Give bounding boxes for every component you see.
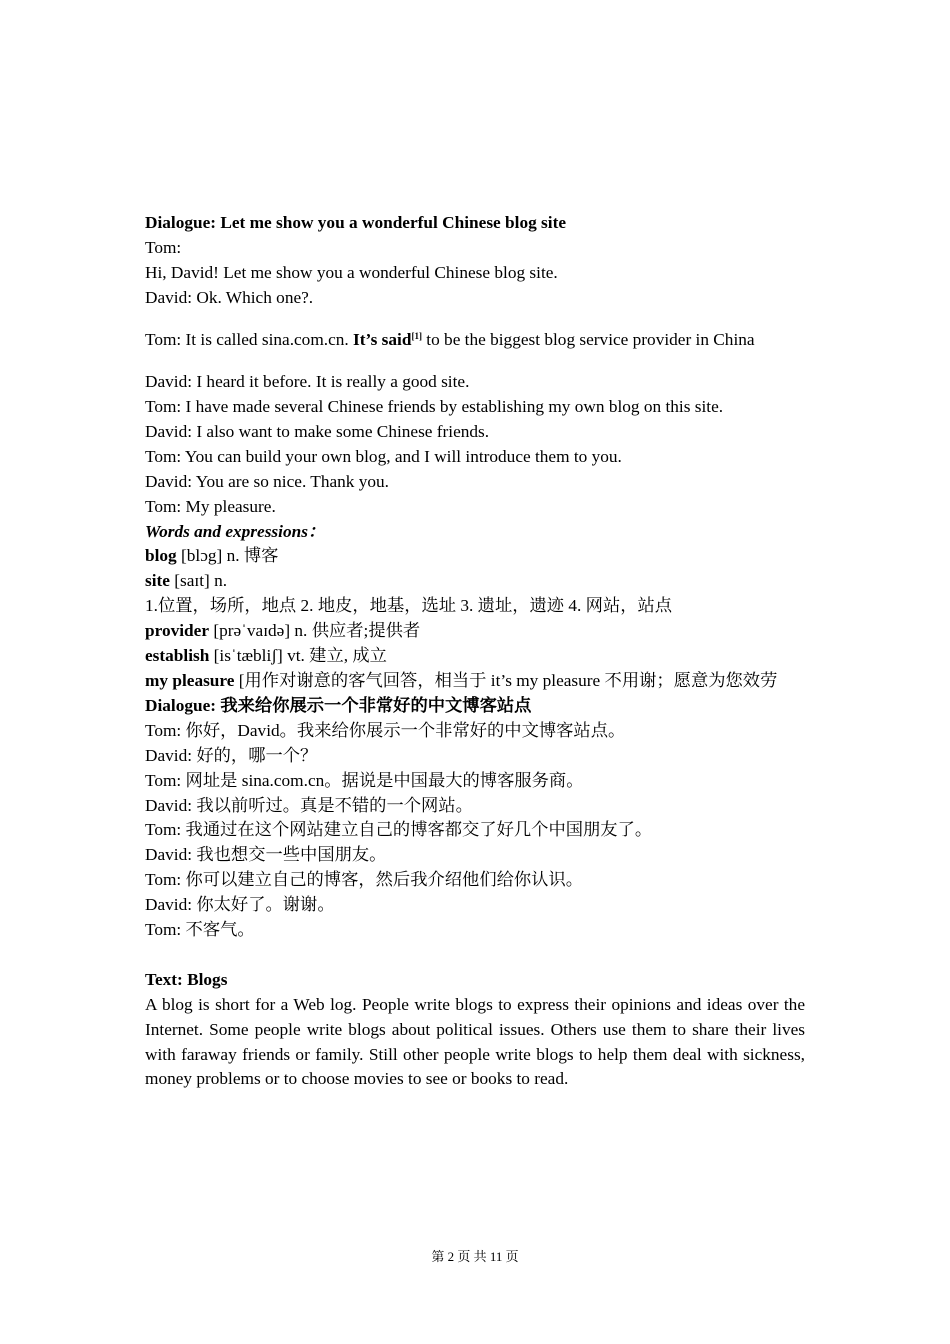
vocab-word: my pleasure (145, 671, 235, 690)
vocab-word: site (145, 571, 170, 591)
vocab-entry (145, 644, 805, 669)
dialogue-cn-line: Tom: 网址是 sina.com.cn。据说是中国最大的博客服务商。 (145, 770, 584, 790)
dialogue-line-with-note (145, 328, 805, 353)
dialogue-cn-line: Tom: 我通过在这个网站建立自己的博客都交了好几个中国朋友了。 (145, 820, 653, 840)
dialogue-line: David: I heard it before. It is really a good site. (145, 372, 470, 392)
vocab-entry (145, 569, 805, 594)
vocab-definition: [prəˈvaɪdə] n. 供应者;提供者 (209, 621, 421, 641)
dialogue-line: Tom: I have made several Chinese friends by establishing my own blog on this site. (145, 397, 724, 417)
dialogue-cn-line: David: 好的，哪一个？ (145, 745, 318, 765)
text-body: A blog is short for a Web log. People write blogs to express their opinions and ideas over the Internet. Some people write blogs about political issues. Others use them to share their lives with faraway friends or family. Still other people write blogs to help them deal with sickness, money problems or to choose movies to see or books to read. (145, 994, 805, 1089)
dialogue-cn-line: Tom: 你可以建立自己的博客，然后我介绍他们给你认识。 (145, 870, 584, 890)
speaker-label: Tom: (145, 237, 182, 257)
dialogue-line: Tom: My pleasure. (145, 496, 276, 516)
blank-line (145, 943, 805, 968)
dialogue-line: David: Ok. Which one?. (145, 287, 314, 307)
dialogue-line: David: I also want to make some Chinese friends. (145, 421, 490, 441)
vocab-definition: [用作对谢意的客气回答，相当于 it’s my pleasure 不用谢；愿意为您效劳 (234, 671, 778, 690)
dialogue-cn-line: David: 我以前听过。真是不错的一个网站。 (145, 795, 473, 815)
vocab-entry (145, 669, 805, 694)
dialogue-en-title: Dialogue: Let me show you a wonderful Chinese blog site (145, 213, 566, 232)
vocab-entry (145, 619, 805, 644)
vocab-definition: [isˈtæbliʃ] vt. 建立, 成立 (209, 646, 387, 666)
vocab-definition: [blɔg] n. 博客 (176, 546, 279, 566)
vocab-word: provider (145, 621, 210, 641)
dialogue-cn-line: Tom: 你好，David。我来给你展示一个非常好的中文博客站点。 (145, 720, 626, 740)
dialogue-text: Tom: It is called sina.com.cn. (145, 329, 354, 349)
vocab-word: establish (145, 646, 210, 666)
page-footer: 第 2 页 共 11 页 (431, 1249, 519, 1264)
text-title: Text: Blogs (145, 969, 228, 989)
dialogue-cn-line: Tom: 不客气。 (145, 920, 255, 940)
page-content (145, 211, 805, 1092)
dialogue-line: David: You are so nice. Thank you. (145, 471, 389, 491)
vocab-definition: [saɪt] n. (169, 571, 228, 591)
dialogue-cn-line: David: 我也想交一些中国朋友。 (145, 845, 387, 865)
note-phrase: It’s said (353, 329, 412, 349)
dialogue-text: to be the biggest blog service provider in China (421, 329, 755, 349)
vocab-entry (145, 544, 805, 569)
dialogue-cn-title: Dialogue: 我来给你展示一个非常好的中文博客站点 (145, 695, 532, 715)
vocab-meanings: 1.位置，场所，地点 2. 地皮，地基，选址 3. 遗址，遗迹 4. 网站，站点 (145, 596, 673, 616)
dialogue-line: Hi, David! Let me show you a wonderful Chinese blog site. (145, 262, 558, 282)
footnote-marker[interactable]: [1] (411, 330, 422, 341)
vocab-word: blog (145, 546, 177, 566)
dialogue-cn-line: David: 你太好了。谢谢。 (145, 895, 335, 915)
dialogue-line: Tom: You can build your own blog, and I will introduce them to you. (145, 446, 622, 466)
words-heading: Words and expressions： (145, 521, 326, 541)
